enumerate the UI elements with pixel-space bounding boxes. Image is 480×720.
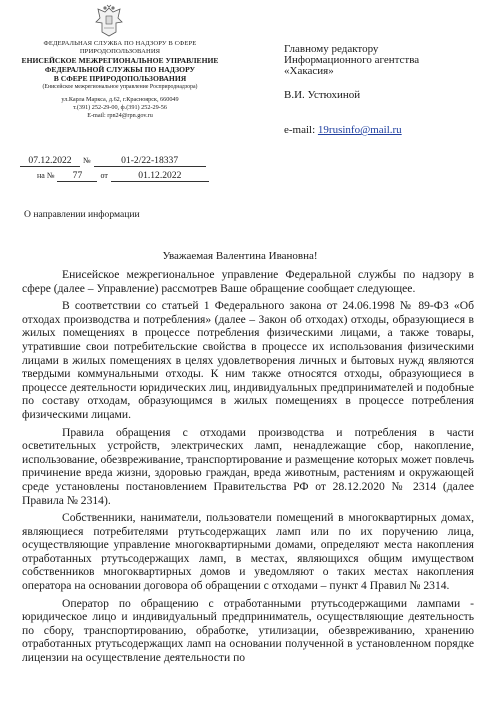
recipient-block: [284, 44, 474, 136]
body-paragraph: В соответствии со статьей 1 Федерального закона от 24.06.1998 № 89-ФЗ «Об отходах производства и потребления» (далее – Закон об отходах) отходы, образующиеся в жилых помещениях в процессе потребления физическими лицами, а также товары, утратившие свои потребительские свойства в процессе их использования физическими лицами в жилых помещениях в целях удовлетворения личных и бытовых нужд являются твердыми коммунальными отходы. К ним также относятся отходы, образующиеся в процессе деятельности юридических лиц, индивидуальных предпринимателей и подобные по составу отходам, образующимся в жилых помещениях в процессе потребления физическими лицами.: [22, 299, 474, 421]
recipient-title-line1: Главному редактору: [284, 43, 379, 55]
letter-body: [22, 268, 474, 669]
body-paragraph: Енисейское межрегиональное управление Федеральной службы по надзору в сфере (далее – Управление) рассмотрев Ваше обращение сообщает следующее.: [22, 268, 474, 295]
body-paragraph: Правила обращения с отходами производства и потребления в части осветительных устройств, электрических ламп, ненадлежащие сбор, накопление, использование, обезвреживание, транспортирование и размещение которых может повлечь причинение вреда жизни, здоровью граждан, вреда животным, растениям и окружающей среде установлены постановлением Правительства РФ от 28.12.2020 № 2314 (далее Правила № 2314).: [22, 425, 474, 507]
department-name-line2: ФЕДЕРАЛЬНОЙ СЛУЖБЫ ПО НАДЗОРУ: [44, 65, 196, 74]
recipient-email-label: e-mail:: [284, 124, 316, 136]
incoming-date: 01.12.2022: [111, 170, 209, 182]
recipient-email-row: [284, 125, 474, 136]
incoming-number: 77: [57, 170, 97, 182]
department-short-name: (Енисейское межрегиональное управление Росприроднадзора): [42, 84, 198, 90]
reference-date-label: от: [100, 171, 108, 180]
outgoing-registration: [20, 155, 206, 167]
letter-subject: О направлении информации: [24, 209, 140, 220]
reference-number-label: на №: [37, 171, 55, 180]
agency-name-line1: ФЕДЕРАЛЬНАЯ СЛУЖБА ПО НАДЗОРУ В СФЕРЕ: [43, 40, 197, 47]
sender-phones: т.(391) 252-29-00, ф.(391) 252-29-56: [73, 104, 167, 111]
outgoing-number: 01-2/22-18337: [94, 155, 206, 167]
agency-name-line2: ПРИРОДОПОЛЬЗОВАНИЯ: [79, 48, 161, 55]
russian-coat-of-arms-icon: [94, 4, 124, 38]
sender-email: E-mail: rpn24@rpn.gov.ru: [87, 112, 153, 119]
recipient-title-line2: Информационного агентства: [284, 54, 420, 66]
recipient-email-link[interactable]: 19rusinfo@mail.ru: [317, 124, 402, 136]
letter-greeting: Уважаемая Валентина Ивановна!: [162, 250, 318, 262]
recipient-name: В.И. Устюхиной: [284, 89, 361, 101]
incoming-reference: [34, 170, 209, 182]
department-name-line3: В СФЕРЕ ПРИРОДОПОЛЬЗОВАНИЯ: [53, 74, 187, 83]
body-paragraph: Оператор по обращению с отработанными ртутьсодержащими лампами - юридическое лицо и индивидуальный предприниматель, осуществляющие деятельность по сбору, транспортированию, обработке, утилизации, обезвреживанию, хранению отработанных ртутьсодержащих ламп на основании полученной в установленном порядке лицензии на осуществление деятельности по: [22, 596, 474, 665]
recipient-title-line3: «Хакасия»: [284, 65, 334, 77]
sender-address: ул.Карла Маркса, д.62, г.Красноярск, 660049: [61, 96, 179, 103]
number-label: №: [83, 156, 91, 165]
sender-block: [14, 40, 226, 120]
outgoing-date: 07.12.2022: [20, 155, 80, 167]
department-name-line1: ЕНИСЕЙСКОЕ МЕЖРЕГИОНАЛЬНОЕ УПРАВЛЕНИЕ: [21, 56, 219, 65]
body-paragraph: Собственники, наниматели, пользователи помещений в многоквартирных домах, являющиеся потребителями ртутьсодержащих ламп или по их поручению лица, осуществляющие управление многоквартирными домами, определяют места накопления отработанных ртутьсодержащих ламп, в местах, являющихся общим имуществом собственников многоквартирных домов и уведомляют о таких местах накопления оператора на основании договора об обращении с отходами – пункт 4 Правил № 2314.: [22, 511, 474, 593]
